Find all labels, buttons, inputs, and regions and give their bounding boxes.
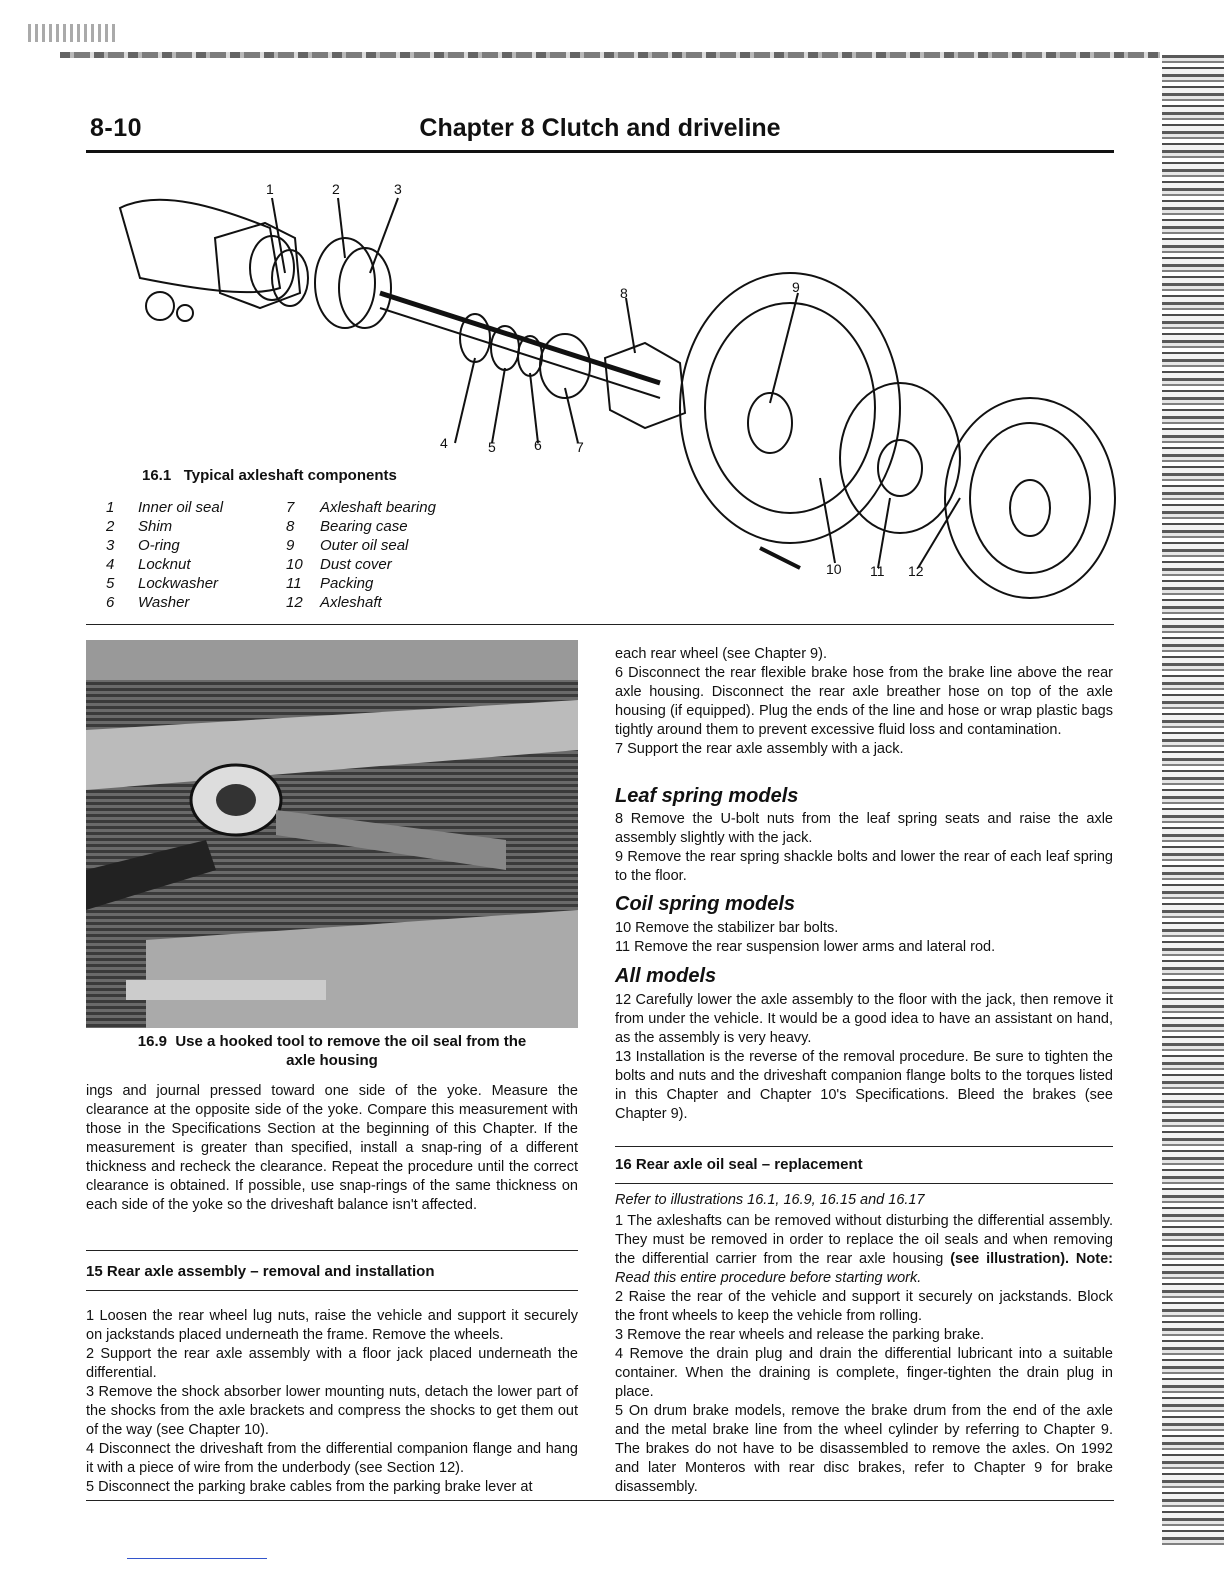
all-step-13: 13 Installation is the reverse of the removal procedure. Be sure to tighten the bolts and nuts and the driveshaft companion flange bolts to the torques listed in this Chapter and Chapter 10's Specifications. Bleed the brakes (see Chapter 9). bbox=[615, 1049, 1113, 1122]
s16-step-3: 3 Remove the rear wheels and release the parking brake. bbox=[615, 1327, 985, 1343]
s15-step-5: 5 Disconnect the parking brake cables from the parking brake lever at bbox=[86, 1479, 533, 1495]
oil-seal-removal-photo bbox=[86, 640, 578, 1028]
leaf-step-8: 8 Remove the U-bolt nuts from the leaf spring seats and raise the axle assembly slightly with the jack. bbox=[615, 811, 1113, 846]
footer-underline bbox=[127, 1558, 267, 1559]
coil-step-10: 10 Remove the stabilizer bar bolts. bbox=[615, 920, 839, 936]
rc-intro-1: each rear wheel (see Chapter 9). bbox=[615, 646, 827, 662]
s16-step-5: 5 On drum brake models, remove the brake drum from the end of the axle and the metal brake line from the wheel cylinder by referring to Chapter 9. The brakes do not have to be disassembled to remove the axles. On 1992 and later Monteros with rear disc brakes, refer to Chapter 9 for brake disassembly. bbox=[615, 1403, 1113, 1495]
section-15-steps bbox=[86, 1307, 578, 1497]
scan-artifact-mark bbox=[28, 24, 118, 42]
callout-8: 8 bbox=[620, 285, 628, 301]
section-16-references: Refer to illustrations 16.1, 16.9, 16.15 and 16.17 bbox=[615, 1192, 925, 1208]
s15-step-4: 4 Disconnect the driveshaft from the differential companion flange and hang it with a piece of wire from the underbody (see Section 12). bbox=[86, 1441, 578, 1476]
nut-shape bbox=[146, 292, 174, 320]
callout-12: 12 bbox=[908, 563, 924, 579]
section-16-steps bbox=[615, 1212, 1113, 1497]
all-models-heading: All models bbox=[615, 965, 717, 987]
left-column-continuation: ings and journal pressed toward one side of the yoke. Measure the clearance at the opposite side of the yoke. Compare this measurement with those in the Specifications Section at the beginning of this Chapter. If the measurement is greater than specified, install a snap-ring of a different thickness and recheck the clearance. Repeat the procedure until the correct clearance is obtained. If possible, use snap-rings of the same thickness on each side of the yoke so the driveshaft balance isn't affected. bbox=[86, 1083, 578, 1213]
chapter-title: Chapter 8 Clutch and driveline bbox=[419, 114, 781, 142]
s15-step-2: 2 Support the rear axle assembly with a floor jack placed underneath the differential. bbox=[86, 1346, 578, 1381]
section-15-top-rule bbox=[86, 1250, 578, 1251]
callout-3: 3 bbox=[394, 181, 402, 197]
axleshaft-shape bbox=[380, 293, 660, 383]
callout-10: 10 bbox=[826, 561, 842, 577]
header-rule bbox=[86, 150, 1114, 153]
s15-step-3: 3 Remove the shock absorber lower mounting nuts, detach the lower part of the shocks from the axle brackets and compress the shocks to get them out of the way (see Chapter 10). bbox=[86, 1384, 578, 1438]
callout-1: 1 bbox=[266, 181, 274, 197]
section-15-bottom-rule bbox=[86, 1290, 578, 1291]
section-15-title: 15 Rear axle assembly – removal and installation bbox=[86, 1263, 435, 1280]
bolt-shape bbox=[760, 548, 800, 568]
s16-step-2: 2 Raise the rear of the vehicle and support it securely on jackstands. Block the front wheels to keep the vehicle from rolling. bbox=[615, 1289, 1113, 1324]
callout-4: 4 bbox=[440, 435, 448, 451]
leaf-step-9: 9 Remove the rear spring shackle bolts and lower the rear of each leaf spring to the floor. bbox=[615, 849, 1113, 884]
right-column-intro bbox=[615, 645, 1113, 759]
figure-16-9-caption: 16.9 Use a hooked tool to remove the oil seal from the axle housing bbox=[137, 1033, 527, 1069]
bearing-case-shape bbox=[605, 343, 685, 428]
callout-7: 7 bbox=[576, 439, 584, 455]
leaf-spring-steps bbox=[615, 810, 1113, 886]
washer-shape bbox=[177, 305, 193, 321]
s16-step-1: 1 The axleshafts can be removed without disturbing the differential assembly. They must be removed in order to replace the oil seals and when removing the differential carrier from the rear axle housing (see illustration). Note: Read this entire procedure before starting work. bbox=[615, 1213, 1113, 1286]
section-16-bottom-rule bbox=[615, 1183, 1113, 1184]
all-step-12: 12 Carefully lower the axle assembly to the floor with the jack, then remove it from under the vehicle. It would be a good idea to have an assistant on hand, as the assembly is very heavy. bbox=[615, 992, 1113, 1046]
section-16-top-rule bbox=[615, 1146, 1113, 1147]
scan-artifact-right-edge bbox=[1162, 55, 1224, 1545]
callout-6: 6 bbox=[534, 437, 542, 453]
rc-intro-6: 6 Disconnect the rear flexible brake hose from the brake line above the rear axle housing. Disconnect the rear axle breather hose on top of the axle housing (if equipped). Plug the ends of the line and hose or wrap plastic bags tightly around them to prevent excessive fluid loss and contamination. bbox=[615, 665, 1113, 738]
s15-step-1: 1 Loosen the rear wheel lug nuts, raise the vehicle and support it securely on jackstands placed underneath the frame. Remove the wheels. bbox=[86, 1308, 578, 1343]
coil-step-11: 11 Remove the rear suspension lower arms and lateral rod. bbox=[615, 939, 996, 955]
callout-5: 5 bbox=[488, 439, 496, 455]
callout-9: 9 bbox=[792, 279, 800, 295]
leaf-spring-heading: Leaf spring models bbox=[615, 785, 799, 807]
all-models-steps bbox=[615, 991, 1113, 1124]
figure-16-1-legend: 1 Inner oil seal 2 Shim 3 O-ring 4 Locknut 5 Lockwasher 6 Washer 7 Axleshaft bearing 8 Bearing case 9 Outer oil seal 10 Dust cover 11 Packing 12 Axleshaft bbox=[106, 499, 436, 611]
scan-artifact-top-edge bbox=[60, 52, 1160, 58]
coil-spring-heading: Coil spring models bbox=[615, 893, 796, 915]
footer-rule bbox=[86, 1500, 1114, 1501]
flange-shape bbox=[215, 223, 300, 308]
coil-spring-steps bbox=[615, 919, 1113, 957]
figure-divider-rule bbox=[86, 624, 1114, 625]
figure-16-1-caption: 16.1 Typical axleshaft components bbox=[142, 467, 397, 484]
rc-intro-7: 7 Support the rear axle assembly with a jack. bbox=[615, 741, 904, 757]
page-number: 8-10 bbox=[90, 114, 143, 142]
section-16-title: 16 Rear axle oil seal – replacement bbox=[615, 1156, 863, 1173]
callout-2: 2 bbox=[332, 181, 340, 197]
s16-step-4: 4 Remove the drain plug and drain the differential lubricant into a suitable container. When the draining is complete, finger-tighten the drain plug in place. bbox=[615, 1346, 1113, 1400]
callout-11: 11 bbox=[870, 563, 885, 579]
